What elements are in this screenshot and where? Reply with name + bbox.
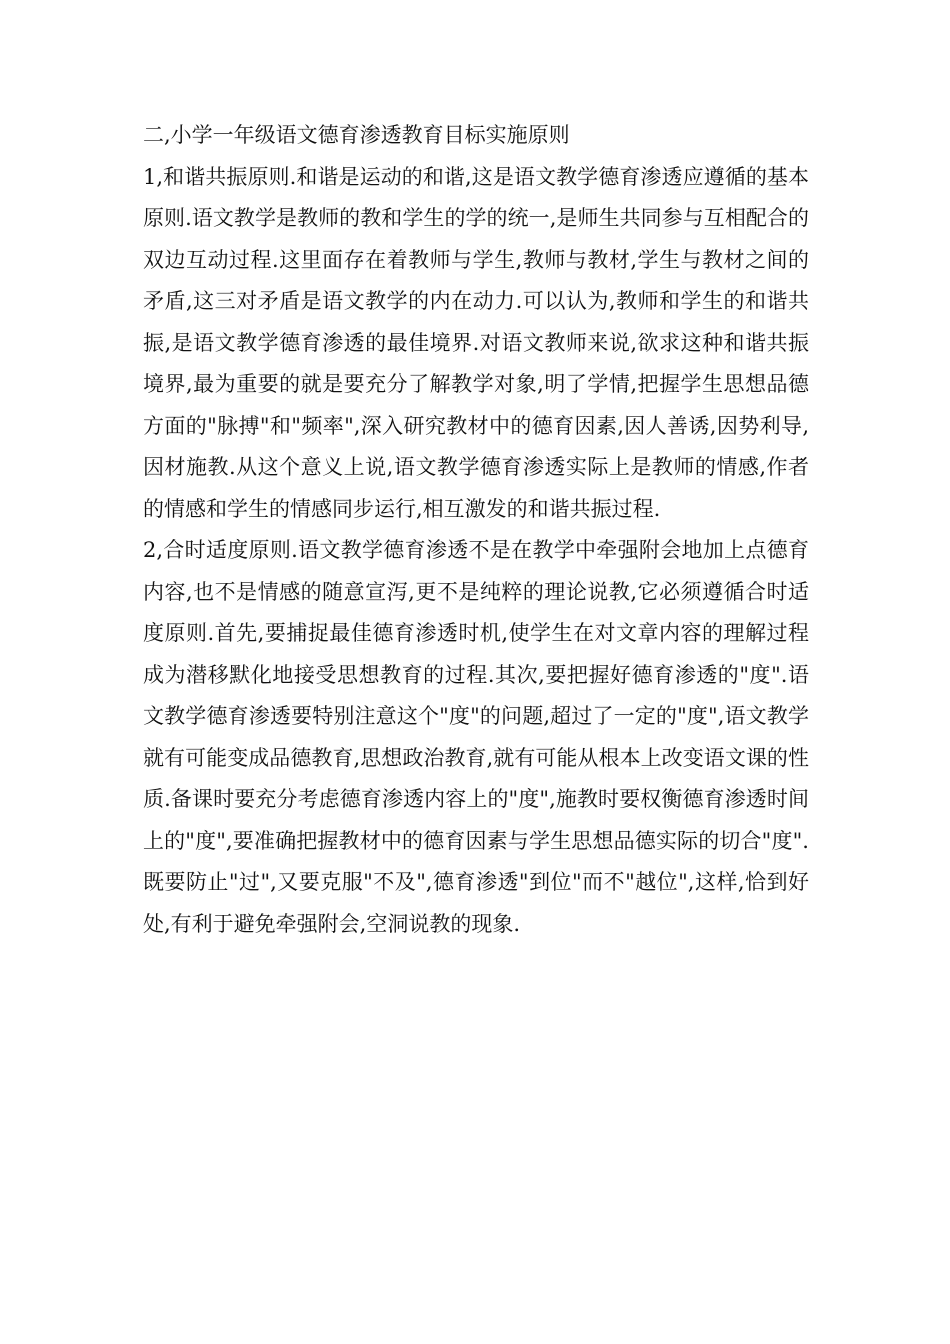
paragraph-harmony-principle: 1,和谐共振原则.和谐是运动的和谐,这是语文教学德育渗透应遵循的基本原则.语文教学是教师的教和学生的学的统一,是师生共同参与互相配合的双边互动过程.这里面存在着教师与学生,教师与教材,学生与教材之间的矛盾,这三对矛盾是语文教学的内在动力.可以认为,教师和学生的和谐共振,是语文教学德育渗透的最佳境界.对语文教师来说,欲求这种和谐共振境界,最为重要的就是要充分了解教学对象,明了学情,把握学生思想品德方面的"脉搏"和"频率",深入研究教材中的德育因素,因人善诱,因势利导,因材施教.从这个意义上说,语文教学德育渗透实际上是教师的情感,作者的情感和学生的情感同步运行,相互激发的和谐共振过程. [143, 164, 809, 521]
document-body [143, 115, 809, 945]
paragraph-timing-principle: 2,合时适度原则.语文教学德育渗透不是在教学中牵强附会地加上点德育内容,也不是情感的随意宣泻,更不是纯粹的理论说教,它必须遵循合时适度原则.首先,要捕捉最佳德育渗透时机,使学生在对文章内容的理解过程成为潜移默化地接受思想教育的过程.其次,要把握好德育渗透的"度".语文教学德育渗透要特别注意这个"度"的问题,超过了一定的"度",语文教学就有可能变成品德教育,思想政治教育,就有可能从根本上改变语文课的性质.备课时要充分考虑德育渗透内容上的"度",施教时要权衡德育渗透时间上的"度",要准确把握教材中的德育因素与学生思想品德实际的切合"度".既要防止"过",又要克服"不及",德育渗透"到位"而不"越位",这样,恰到好处,有利于避免牵强附会,空洞说教的现象. [143, 538, 809, 936]
section-heading: 二,小学一年级语文德育渗透教育目标实施原则 [143, 123, 570, 147]
